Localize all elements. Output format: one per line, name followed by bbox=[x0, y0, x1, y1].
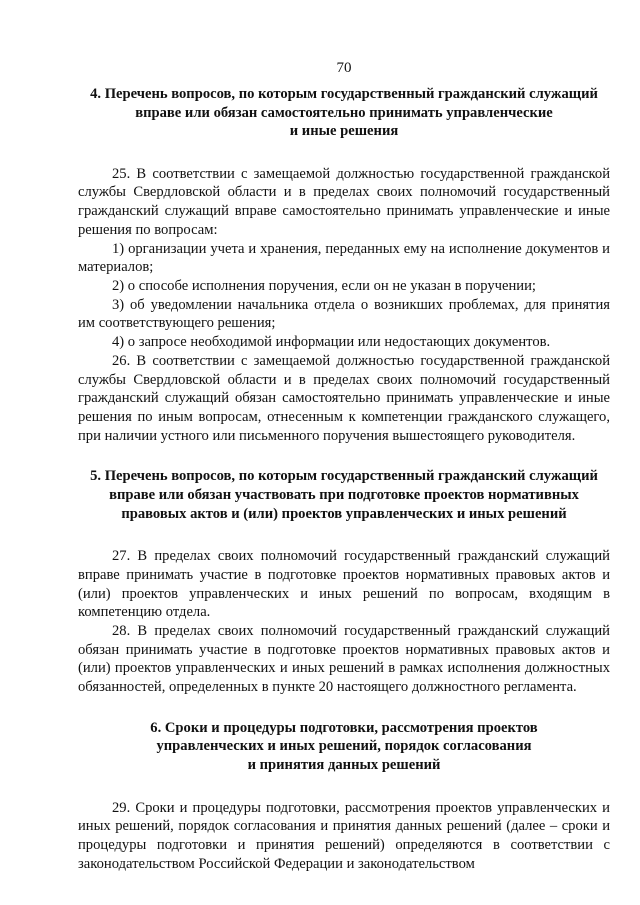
paragraph-28: 28. В пределах своих полномочий государственный гражданский служащий обязан принимать участие в подготовке проектов нормативных правовых актов и (или) проектов управленческих и иных решений в рамках исполнения должностных обязанностей, определенных в пункте 20 настоящего должностного регламента. bbox=[78, 622, 610, 696]
section-6-heading-line: управленческих и иных решений, порядок согласования bbox=[156, 738, 532, 755]
section-6-heading-line: 6. Сроки и процедуры подготовки, рассмотрения проектов bbox=[150, 719, 538, 736]
section-6-heading-line: и принятия данных решений bbox=[247, 756, 441, 773]
list-item-4: 4) о запросе необходимой информации или недостающих документов. bbox=[112, 334, 551, 351]
paragraph-27: 27. В пределах своих полномочий государственный гражданский служащий вправе принимать участие в подготовке проектов нормативных правовых актов и (или) проектов управленческих и иных решений по вопросам, входящим в компетенцию отдела. bbox=[78, 548, 610, 621]
section-5-heading bbox=[78, 467, 610, 523]
page-number: 70 bbox=[336, 60, 352, 76]
paragraph-25: 25. В соответствии с замещаемой должностью государственной гражданской службы Свердловской области и в пределах своих полномочий государственный гражданский служащий вправе самостоятельно принимать управленческие и иные решения по вопросам: bbox=[78, 165, 610, 238]
section-4-heading bbox=[78, 85, 610, 141]
section-4-heading-line: 4. Перечень вопросов, по которым государственный гражданский служащий bbox=[90, 86, 598, 102]
paragraph-29: 29. Сроки и процедуры подготовки, рассмотрения проектов управленческих и иных решений, порядок согласования и принятия данных решений (далее – сроки и процедуры подготовки и принятия решений) определяются в соответствии с законодательством Российской Федерации и законодательством bbox=[78, 799, 610, 872]
section-5-heading-line: правовых актов и (или) проектов управленческих и иных решений bbox=[121, 505, 567, 522]
list-item-1: 1) организации учета и хранения, переданных ему на исполнение документов и материалов; bbox=[78, 240, 610, 276]
section-4-heading-line: и иные решения bbox=[289, 123, 399, 140]
section-4-heading-line: вправе или обязан самостоятельно принимать управленческие bbox=[135, 104, 553, 121]
list-item-2: 2) о способе исполнения поручения, если он не указан в поручении; bbox=[112, 278, 536, 294]
section-5-heading-line: 5. Перечень вопросов, по которым государственный гражданский служащий bbox=[90, 468, 598, 485]
paragraph-26: 26. В соответствии с замещаемой должностью государственной гражданской службы Свердловской области и в пределах своих полномочий государственный гражданский служащий обязан самостоятельно принимать управленческие и иные решения по иным вопросам, отнесенным к компетенции гражданского служащего, при наличии устного или письменного поручения вышестоящего руководителя. bbox=[78, 352, 610, 444]
section-6-heading bbox=[78, 719, 610, 775]
document-page bbox=[78, 58, 610, 873]
list-item-3: 3) об уведомлении начальника отдела о возникших проблемах, для принятия им соответствующего решения; bbox=[78, 296, 610, 332]
section-5-heading-line: вправе или обязан участвовать при подготовке проектов нормативных bbox=[109, 486, 579, 503]
